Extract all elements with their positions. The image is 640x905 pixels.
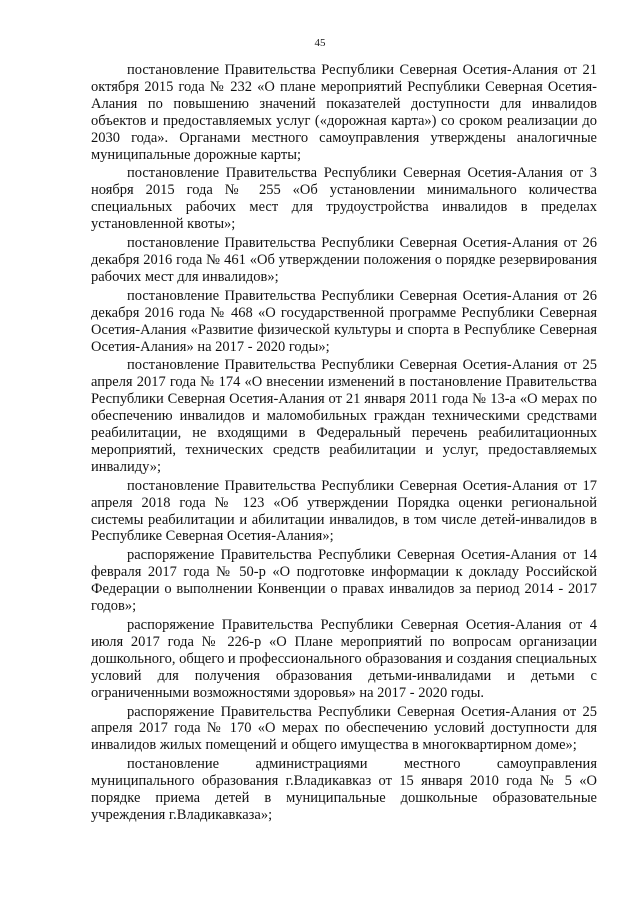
paragraph-order-226r: распоряжение Правительства Республики Северная Осетия-Алания от 4 июля 2017 года № 226-р «О Плане мероприятий по вопросам организации дошкольного, общего и профессионального образования и создания специальных условий для получения образования детьми-инвалидами и детьми с ограниченными возможностями здоровья» на 2017 - 2020 годы. (91, 617, 597, 701)
paragraph-decree-123: постановление Правительства Республики Северная Осетия-Алания от 17 апреля 2018 года № 123 «Об утверждении Порядка оценки региональной системы реабилитации и абилитации инвалидов, в том числе детей-инвалидов в Республике Северная Осетия-Алания»; (91, 477, 597, 545)
document-body (91, 62, 597, 826)
paragraph-decree-461: постановление Правительства Республики Северная Осетия-Алания от 26 декабря 2016 года № 461 «Об утверждении положения о порядке резервирования рабочих мест для инвалидов»; (91, 235, 597, 285)
page-number: 45 (314, 37, 326, 49)
paragraph-decree-468: постановление Правительства Республики Северная Осетия-Алания от 26 декабря 2016 года № 468 «О государственной программе Республики Северная Осетия-Алания «Развитие физической культуры и спорта в Республике Северная Осетия-Алания» на 2017 - 2020 годы»; (91, 287, 597, 355)
paragraph-decree-174: постановление Правительства Республики Северная Осетия-Алания от 25 апреля 2017 года № 174 «О внесении изменений в постановление Правительства Республики Северная Осетия-Алания от 21 января 2011 года № 13-а «О мерах по обеспечению инвалидов и маломобильных граждан техническими средствами реабилитации, не входящими в Федеральный перечень реабилитационных мероприятий, технических средств реабилитации и услуг, предоставляемых инвалиду»; (91, 357, 597, 475)
paragraph-order-50r: распоряжение Правительства Республики Северная Осетия-Алания от 14 февраля 2017 года № 50-р «О подготовке информации к докладу Российской Федерации о выполнении Конвенции о правах инвалидов за период 2014 - 2017 годов»; (91, 547, 597, 615)
paragraph-decree-232: постановление Правительства Республики Северная Осетия-Алания от 21 октября 2015 года № 232 «О плане мероприятий Республики Северная Осетия-Алания по повышению значений показателей доступности для инвалидов объектов и предоставляемых услуг («дорожная карта») со сроком реализации до 2030 года». Органами местного самоуправления утверждены аналогичные муниципальные дорожные карты; (91, 62, 597, 163)
paragraph-order-170: распоряжение Правительства Республики Северная Осетия-Алания от 25 апреля 2017 года № 170 «О мерах по обеспечению условий доступности для инвалидов жилых помещений и общего имущества в многоквартирном доме»; (91, 703, 597, 754)
paragraph-decree-255: постановление Правительства Республики Северная Осетия-Алания от 3 ноября 2015 года № 255 «Об установлении минимального количества специальных рабочих мест для трудоустройства инвалидов в пределах установленной квоты»; (91, 165, 597, 233)
paragraph-decree-5: постановление администрациями местного самоуправления муниципального образования г.Владикавказ от 15 января 2010 года № 5 «О порядке приема детей в муниципальные дошкольные образовательные учреждения г.Владикавказа»; (91, 756, 597, 823)
